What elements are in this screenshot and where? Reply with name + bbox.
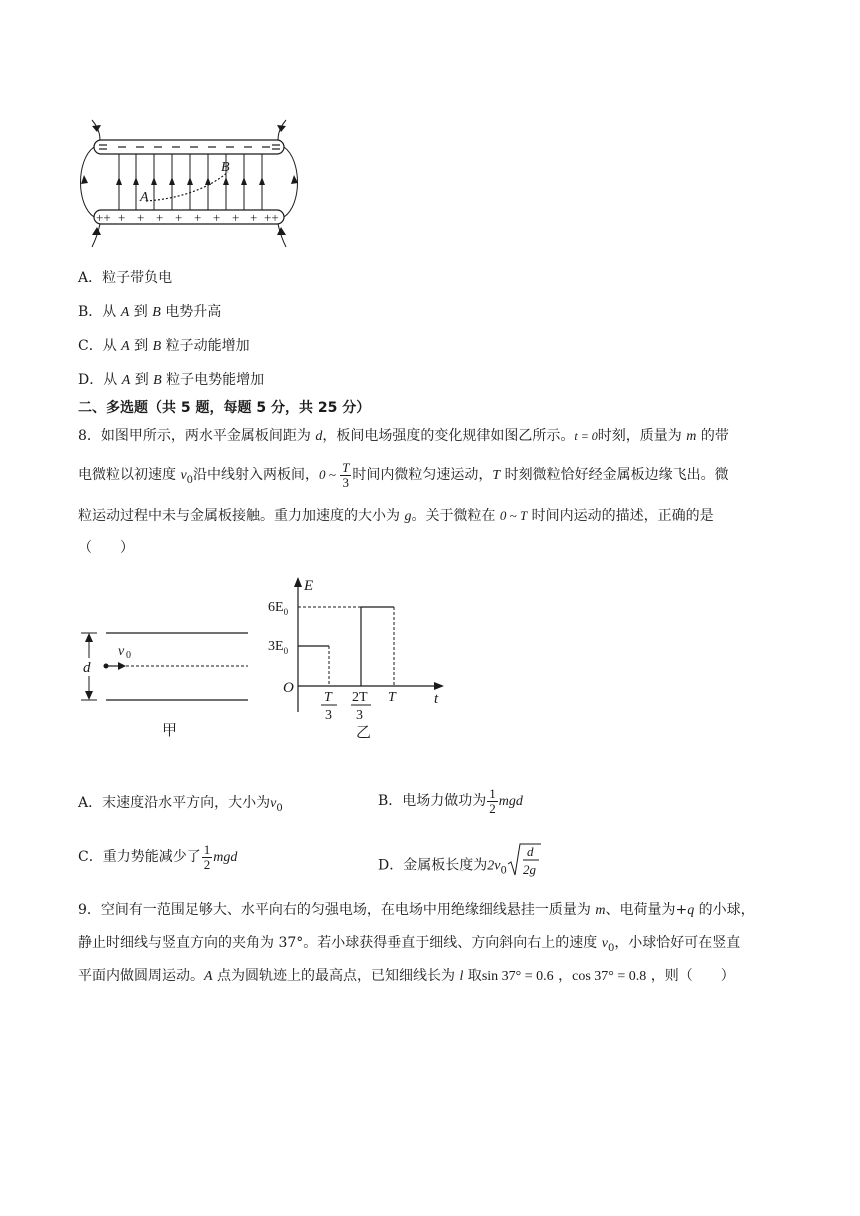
q7-option-b: B．从 A 到 B 电势升高 <box>78 304 222 320</box>
svg-text:+: + <box>175 210 183 225</box>
label-B: B <box>221 160 230 175</box>
q9-line-2: 静止时细线与竖直方向的夹角为 37°。若小球获得垂直于细线、方向斜向右上的速度 $v_0$，小球恰好可在竖直 <box>78 935 741 954</box>
y-axis-arrow <box>294 577 302 587</box>
svg-text:+: + <box>213 210 221 225</box>
q8-option-c: C．重力势能减少了 $\frac{1}{2}$ mgd <box>78 841 238 872</box>
x-tick-T3-num: T <box>324 690 332 705</box>
axis-E: E <box>304 578 314 594</box>
axis-t: t <box>434 691 439 707</box>
fringe-left-bottom <box>92 224 100 247</box>
fringe-left-bottom-arrow <box>92 227 101 235</box>
fringe-left-top-arrow <box>92 125 101 132</box>
svg-text:+: + <box>250 210 258 225</box>
svg-text:+: + <box>232 210 240 225</box>
q8-line-1: 8．如图甲所示，两水平金属板间距为 d，板间电场强度的变化规律如图乙所示。t = 0时刻，质量为 m 的带 <box>78 428 729 444</box>
q8-bracket: （ ） <box>78 540 134 556</box>
x-axis-arrow <box>434 682 444 690</box>
q8-line-3: 粒运动过程中未与金属板接触。重力加速度的大小为 g。关于微粒在 0 ~ T 时间内运动的描述，正确的是 <box>78 508 714 524</box>
q7-option-a: A．粒子带负电 <box>78 270 173 286</box>
q8-option-d: D．金属板长度为$2v_0$ d 2g <box>378 842 541 889</box>
svg-text:++: ++ <box>96 210 111 225</box>
caption-yi: 乙 <box>356 725 372 741</box>
origin-O: O <box>283 680 294 696</box>
section-heading: 二、多选题（共 5 题，每题 5 分，共 25 分） <box>78 400 371 416</box>
q7-option-c: C．从 A 到 B 粒子动能增加 <box>78 338 250 354</box>
plates-field-figure <box>78 115 300 255</box>
label-A: A <box>140 190 149 205</box>
svg-text:+: + <box>194 210 202 225</box>
caption-jia: 甲 <box>162 723 178 739</box>
fringe-right-bottom <box>278 224 286 247</box>
fringe-left-arrow <box>81 175 88 184</box>
figure-jia <box>78 622 258 742</box>
q8-frac-T3: $\frac{T}{3}$ <box>342 459 350 490</box>
q9-line-1: 9．空间有一范围足够大、水平向右的匀强电场，在电场中用绝缘细线悬挂一质量为 m、电荷量为+q 的小球， <box>78 902 755 918</box>
svg-text:+: + <box>137 210 145 225</box>
svg-text:d: d <box>526 844 534 859</box>
svg-text:+: + <box>118 210 126 225</box>
sqrt-symbol <box>507 842 541 889</box>
particle-dot <box>104 664 109 669</box>
trajectory-path <box>146 172 228 201</box>
q8-line-2: 电微粒以初速度 $v_0$沿中线射入两板间，0 ~ $\frac{T}{3}$ 时间内微粒匀速运动，T 时刻微粒恰好经金属板边缘飞出。微 <box>78 459 729 490</box>
plus-signs <box>96 210 279 225</box>
x-tick-T3-den: 3 <box>325 708 332 723</box>
distance-arrow-top <box>85 633 93 642</box>
q9-line-3: 平面内做圆周运动。A 点为圆轨迹上的最高点，已知细线长为 l 取sin 37° = 0.6 ，cos 37° = 0.8 ，则（ ） <box>78 968 735 984</box>
label-d: d <box>83 660 91 676</box>
y-label-3E0: $3E_0$ <box>268 639 289 656</box>
label-v-sub: 0 <box>126 650 131 661</box>
fringe-right-bottom-arrow <box>277 227 286 235</box>
q7-option-d: D．从 A 到 B 粒子电势能增加 <box>78 372 265 388</box>
q8-option-a: A．末速度沿水平方向，大小为$v_0$ <box>78 795 283 814</box>
q8-option-b: B．电场力做功为 $\frac{1}{2}$ mgd <box>378 785 523 816</box>
svg-text:++: ++ <box>264 210 279 225</box>
svg-text:2g: 2g <box>522 862 536 877</box>
label-v: v <box>118 644 125 659</box>
x-tick-2T3-den: 3 <box>356 708 363 723</box>
y-label-6E0: $6E_0$ <box>268 600 289 617</box>
x-tick-2T3-num: 2T <box>352 690 368 705</box>
velocity-arrowhead <box>118 662 126 670</box>
distance-arrow-bottom <box>85 691 93 700</box>
svg-text:+: + <box>156 210 164 225</box>
minus-signs <box>99 145 280 149</box>
fringe-right-top-arrow <box>277 125 286 132</box>
x-tick-T: T <box>388 690 396 705</box>
figure-yi <box>264 574 454 744</box>
